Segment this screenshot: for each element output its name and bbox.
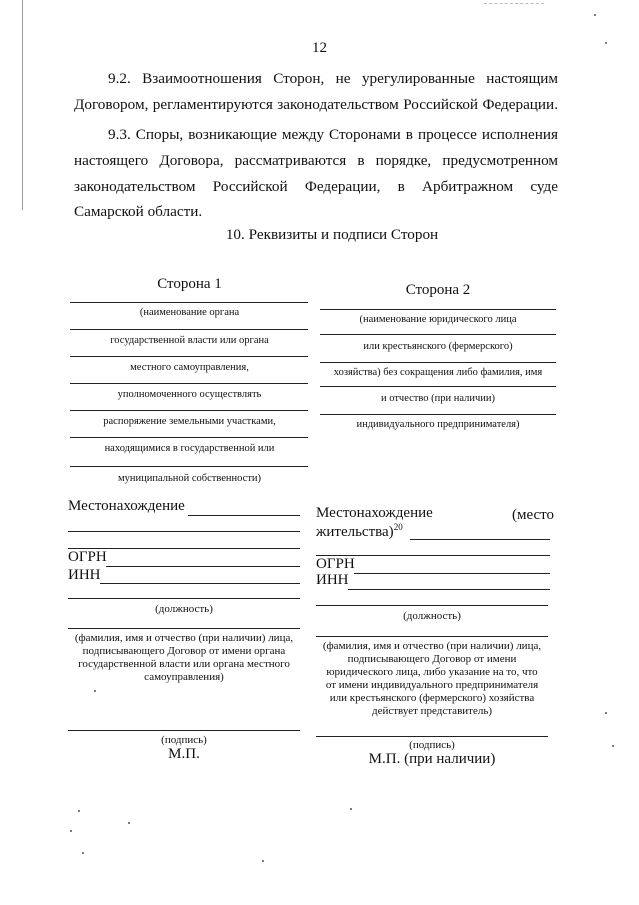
party2-location-label: Местонахождение xyxy=(316,505,433,521)
party2-residence-footnote: 20 xyxy=(393,522,403,532)
party1-location-field[interactable] xyxy=(188,515,300,516)
party2-signature-line[interactable] xyxy=(316,736,548,737)
party2-name-line-3 xyxy=(320,362,556,363)
party1-name-line-4 xyxy=(70,383,308,384)
scan-speck xyxy=(78,810,80,812)
party2-signer-caption-1: (фамилия, имя и отчество (при наличии) лица, xyxy=(322,640,542,652)
paragraph-9-2-line-2: Договором, регламентируются законодательством Российской Федерации. xyxy=(74,96,558,113)
party1-name-caption-3: местного самоуправления, xyxy=(130,362,249,373)
party2-signer-caption-3: юридического лица, либо указание на то, что xyxy=(326,666,538,678)
party2-name-line-5 xyxy=(320,414,556,415)
paragraph-9-2-line-1: 9.2. Взаимоотношения Сторон, не урегулированные настоящим xyxy=(108,70,558,87)
party1-name-caption-7: муниципальной собственности) xyxy=(117,473,262,484)
scan-top-artifact xyxy=(484,0,544,4)
party2-residence-label xyxy=(316,522,403,541)
party1-seal-label: М.П. xyxy=(168,746,200,762)
party2-ogrn-label: ОГРН xyxy=(316,556,355,572)
party1-title: Сторона 1 xyxy=(157,276,222,292)
party1-inn-label: ИНН xyxy=(68,567,101,583)
page-number: 12 xyxy=(312,40,327,56)
party2-signer-line[interactable] xyxy=(316,636,548,637)
party2-signer-caption-5: или крестьянского (фермерского) хозяйства xyxy=(329,692,535,704)
party2-seal-label: М.П. (при наличии) xyxy=(368,751,496,767)
party2-inn-field[interactable] xyxy=(348,589,550,590)
scan-edge-artifact xyxy=(0,0,23,210)
party1-name-line-7 xyxy=(70,466,308,467)
party2-signer-caption-6: действует представитель) xyxy=(371,705,493,717)
section-title: 10. Реквизиты и подписи Сторон xyxy=(225,226,439,243)
party1-position-caption: (должность) xyxy=(155,603,213,615)
party1-name-caption-2: государственной власти или органа xyxy=(110,335,269,346)
party1-name-line-1 xyxy=(70,302,308,303)
scan-speck xyxy=(82,852,84,854)
paragraph-9-3-line-4: Самарской области. xyxy=(74,203,203,220)
party1-name-line-3 xyxy=(70,356,308,357)
party1-signer-line[interactable] xyxy=(68,628,300,629)
party1-name-line-2 xyxy=(70,329,308,330)
scan-speck xyxy=(605,712,607,714)
scan-speck xyxy=(605,42,607,44)
party1-location-label: Местонахождение xyxy=(68,498,185,514)
party2-name-caption-2: или крестьянского (фермерского) xyxy=(363,341,513,352)
party1-name-caption-4: уполномоченного осуществлять xyxy=(117,389,262,400)
scan-speck xyxy=(612,745,614,747)
party2-signature-caption: (подпись) xyxy=(409,739,455,751)
party1-signer-caption-2: подписывающего Договор от имени органа xyxy=(82,645,286,657)
party2-name-line-4 xyxy=(320,386,556,387)
party1-name-caption-5: распоряжение земельными участками, xyxy=(103,416,276,427)
party1-signer-caption-3: государственной власти или органа местного xyxy=(78,658,290,670)
scan-speck xyxy=(94,690,96,692)
paragraph-9-3-line-1: 9.3. Споры, возникающие между Сторонами в процессе исполнения xyxy=(108,126,558,143)
party1-location-line-2[interactable] xyxy=(68,531,300,532)
party2-name-caption-1: (наименование юридического лица xyxy=(359,314,517,325)
party2-residence-text: жительства) xyxy=(316,524,394,540)
scan-speck xyxy=(70,830,72,832)
scan-speck xyxy=(350,808,352,810)
paragraph-9-3-line-3: законодательством Российской Федерации, в Арбитражном суде xyxy=(74,178,558,195)
party2-name-caption-4: и отчество (при наличии) xyxy=(380,393,495,404)
paragraph-9-3-line-2: настоящего Договора, рассматриваются в порядке, предусмотренном xyxy=(74,152,558,169)
party2-name-caption-3: хозяйства) без сокращения либо фамилия, имя xyxy=(333,367,543,378)
scan-speck xyxy=(594,14,596,16)
party1-name-caption-6: находящимися в государственной или xyxy=(104,443,275,454)
party2-position-line[interactable] xyxy=(316,605,548,606)
party1-name-line-5 xyxy=(70,410,308,411)
party1-ogrn-label: ОГРН xyxy=(68,549,107,565)
party2-title: Сторона 2 xyxy=(405,282,471,298)
party2-inn-label: ИНН xyxy=(316,572,349,588)
party2-residence-field[interactable] xyxy=(410,539,550,540)
party2-signer-caption-2: подписывающего Договор от имени xyxy=(347,653,517,665)
scan-speck xyxy=(128,822,130,824)
party1-ogrn-field[interactable] xyxy=(106,566,300,567)
party1-inn-field[interactable] xyxy=(100,583,300,584)
party1-position-line[interactable] xyxy=(68,598,300,599)
party2-name-line-1 xyxy=(320,309,556,310)
party1-signature-line[interactable] xyxy=(68,730,300,731)
party2-position-caption: (должность) xyxy=(403,610,461,622)
party2-signer-caption-4: от имени индивидуального предпринимателя xyxy=(325,679,539,691)
party2-name-line-2 xyxy=(320,334,556,335)
party1-signature-caption: (подпись) xyxy=(161,734,207,746)
party2-location-note: (место xyxy=(512,507,555,523)
party1-signer-caption-1: (фамилия, имя и отчество (при наличии) лица, xyxy=(74,632,294,644)
party2-name-caption-5: индивидуального предпринимателя) xyxy=(356,419,520,430)
party1-name-line-6 xyxy=(70,437,308,438)
party2-ogrn-field[interactable] xyxy=(354,573,550,574)
party1-name-caption-1: (наименование органа xyxy=(139,307,240,318)
party1-signer-caption-4: самоуправления) xyxy=(144,671,224,683)
scan-speck xyxy=(262,860,264,862)
